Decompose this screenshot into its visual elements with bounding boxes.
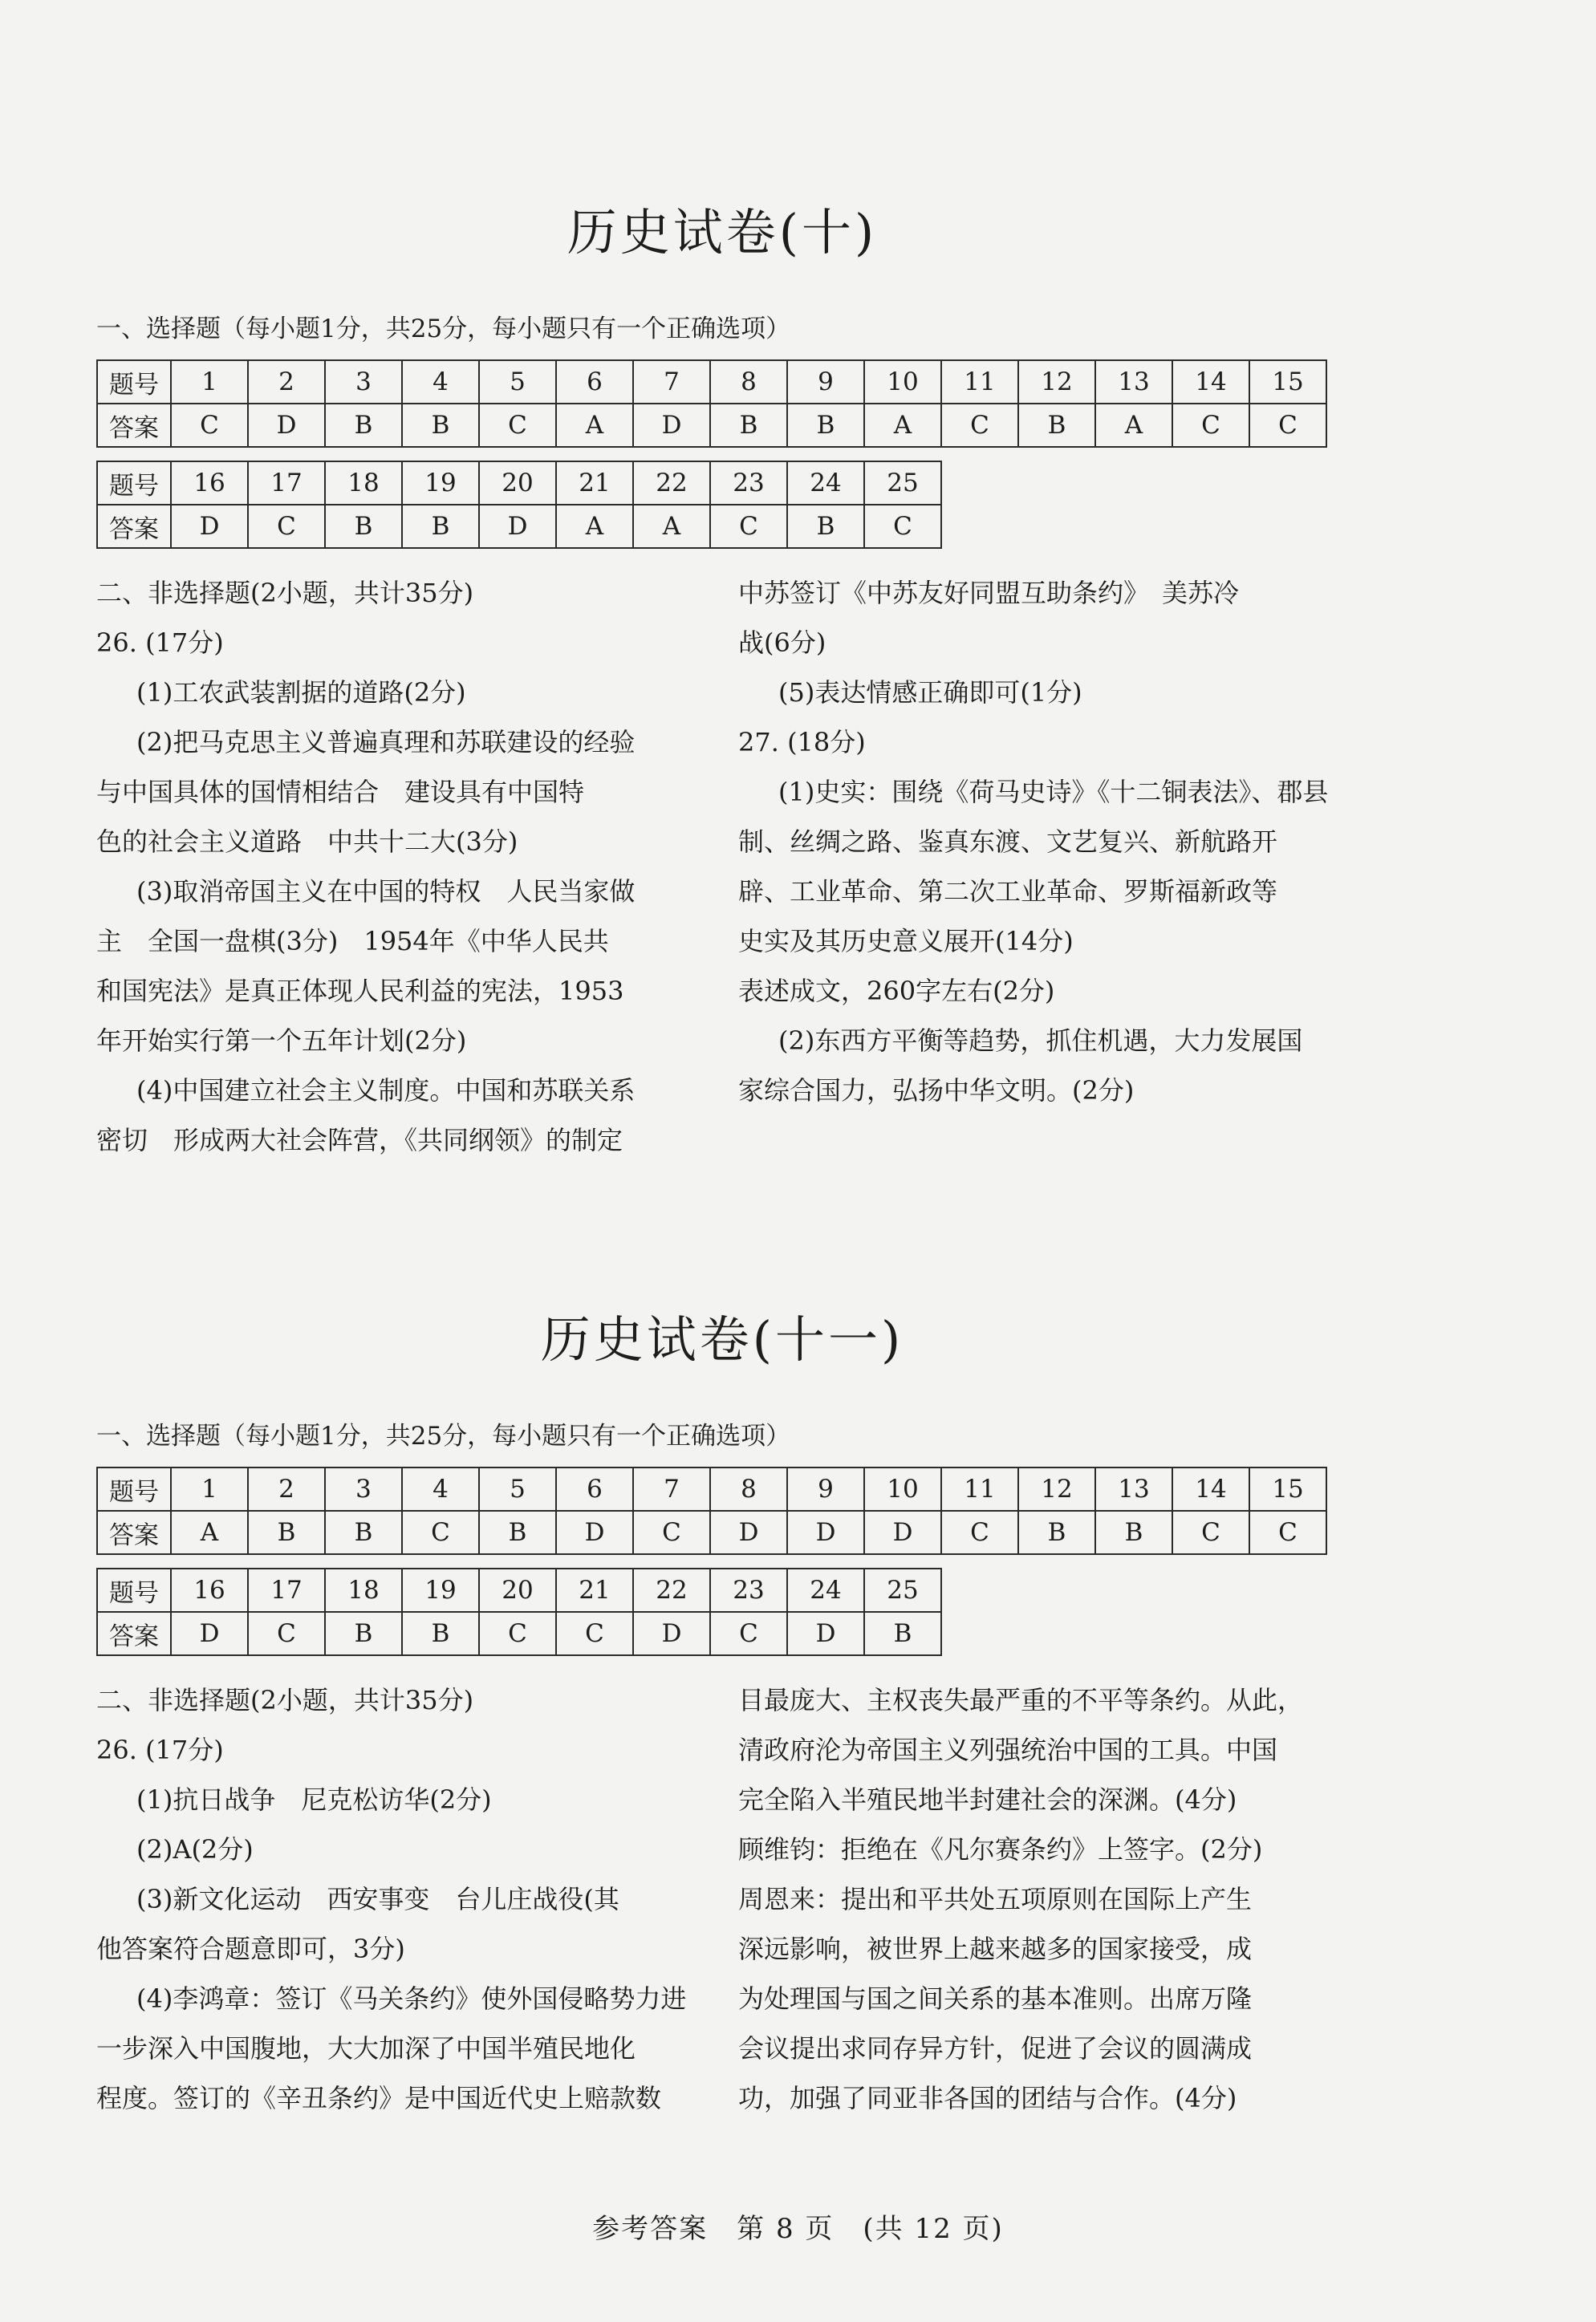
answer-cell: C [710,1612,787,1655]
question-number: 18 [325,461,402,505]
answer-line: (1)抗日战争 尼克松访华(2分) [136,1784,492,1815]
exam-10-free-response [96,568,1348,1165]
question-number: 11 [941,360,1018,404]
answer-line: (4)李鸿章：签订《马关条约》使外国侵略势力进 [136,1983,687,2014]
answer-cell: C [710,505,787,548]
answer-cell: C [1249,1511,1326,1554]
answer-line: (3)取消帝国主义在中国的特权 人民当家做 [136,876,636,907]
question-number: 22 [633,1569,710,1612]
answer-line: (2)把马克思主义普遍真理和苏联建设的经验 [136,727,636,757]
question-number: 14 [1172,1467,1249,1511]
question-number: 15 [1249,1467,1326,1511]
row-label-question: 题号 [97,360,171,404]
table-row [97,1569,941,1612]
answer-cell: C [633,1511,710,1554]
exam-11-answer-table-1 [96,1467,1327,1555]
answer-line: 表述成文，260字左右(2分) [738,976,1055,1006]
row-label-question: 题号 [97,1467,171,1511]
table-row [97,360,1326,404]
table-row [97,461,941,505]
answer-cell: C [248,1612,325,1655]
answer-cell: B [864,1612,941,1655]
answer-line: 顾维钧：拒绝在《凡尔赛条约》上签字。(2分) [738,1834,1263,1865]
answer-cell: B [402,404,479,447]
answer-cell: B [1018,1511,1095,1554]
question-number: 9 [787,1467,864,1511]
answer-line: 家综合国力，弘扬中华文明。(2分) [738,1075,1135,1106]
table-row [97,505,941,548]
answer-line: (1)史实：围绕《荷马史诗》《十二铜表法》、郡县 [778,777,1329,807]
table-row [97,404,1326,447]
answer-line: 一步深入中国腹地，大大加深了中国半殖民地化 [96,2033,636,2064]
answer-cell: D [171,1612,248,1655]
row-label-answer: 答案 [97,1612,171,1655]
question-number: 19 [402,1569,479,1612]
exam-11-title: 历史试卷(十一) [540,1310,904,1369]
question-number: 1 [171,360,248,404]
answer-line: 主 全国一盘棋(3分) 1954年《中华人民共 [96,926,609,956]
answer-cell: B [248,1511,325,1554]
answer-cell: C [1172,1511,1249,1554]
question-number: 20 [479,1569,556,1612]
answer-cell: A [171,1511,248,1554]
answer-line: 深远影响，被世界上越来越多的国家接受，成 [738,1934,1253,1964]
answer-cell: C [479,404,556,447]
question-heading: 27. (18分) [738,727,866,757]
answer-cell: D [787,1612,864,1655]
answer-line: 周恩来：提出和平共处五项原则在国际上产生 [738,1884,1253,1914]
answer-cell: B [325,505,402,548]
answer-cell: C [1249,404,1326,447]
answer-cell: C [248,505,325,548]
question-number: 23 [710,461,787,505]
answer-cell: D [479,505,556,548]
answer-line: 中苏签订《中苏友好同盟互助条约》 美苏冷 [738,578,1240,608]
answer-cell: C [479,1612,556,1655]
exam-10-right-column [738,568,1348,1165]
question-number: 19 [402,461,479,505]
exam-11-right-column [738,1675,1348,2123]
question-number: 7 [633,360,710,404]
question-number: 12 [1018,1467,1095,1511]
question-number: 21 [556,1569,633,1612]
answer-line: 会议提出求同存异方针，促进了会议的圆满成 [738,2033,1253,2064]
table-row [97,1467,1326,1511]
exam-10-answer-table-2 [96,461,942,549]
answer-cell: B [325,1511,402,1554]
exam-10-choice-heading: 一、选择题（每小题1分，共25分，每小题只有一个正确选项） [96,315,791,343]
answer-cell: B [325,404,402,447]
question-number: 1 [171,1467,248,1511]
question-number: 5 [479,1467,556,1511]
page-footer: 参考答案 第 8 页 (共 12 页) [592,2213,1004,2245]
question-number: 7 [633,1467,710,1511]
question-number: 24 [787,461,864,505]
answer-cell: D [633,404,710,447]
exam-10-section [96,201,1348,1165]
answer-cell: C [171,404,248,447]
answer-line: 完全陷入半殖民地半封建社会的深渊。(4分) [738,1784,1237,1815]
answer-cell: B [787,505,864,548]
answer-line: 清政府沦为帝国主义列强统治中国的工具。中国 [738,1735,1278,1765]
question-number: 4 [402,1467,479,1511]
question-number: 22 [633,461,710,505]
question-number: 17 [248,461,325,505]
answer-cell: A [556,505,633,548]
answer-line: 年开始实行第一个五年计划(2分) [96,1025,467,1056]
question-number: 8 [710,1467,787,1511]
answer-cell: B [1018,404,1095,447]
question-number: 2 [248,360,325,404]
question-number: 10 [864,360,941,404]
question-number: 13 [1095,1467,1172,1511]
question-number: 11 [941,1467,1018,1511]
question-number: 2 [248,1467,325,1511]
answer-cell: D [171,505,248,548]
answer-line: (2)东西方平衡等趋势，抓住机遇，大力发展国 [778,1025,1303,1056]
answer-line: 史实及其历史意义展开(14分) [738,926,1074,956]
row-label-answer: 答案 [97,1511,171,1554]
question-number: 10 [864,1467,941,1511]
question-number: 18 [325,1569,402,1612]
row-label-question: 题号 [97,1569,171,1612]
answer-line: 他答案符合题意即可，3分) [96,1934,405,1964]
answer-cell: C [941,404,1018,447]
answer-cell: A [1095,404,1172,447]
exam-11-left-column [96,1675,706,2123]
answer-cell: C [941,1511,1018,1554]
answer-line: 程度。签订的《辛丑条约》是中国近代史上赔款数 [96,2083,662,2113]
question-number: 17 [248,1569,325,1612]
answer-cell: B [325,1612,402,1655]
answer-cell: B [787,404,864,447]
question-number: 3 [325,360,402,404]
answer-cell: B [402,505,479,548]
question-number: 25 [864,461,941,505]
question-number: 15 [1249,360,1326,404]
answer-cell: A [556,404,633,447]
answer-line: 功，加强了同亚非各国的团结与合作。(4分) [738,2083,1237,2113]
answer-cell: D [633,1612,710,1655]
question-heading: 26. (17分) [96,627,224,658]
answer-cell: B [402,1612,479,1655]
question-number: 24 [787,1569,864,1612]
table-row [97,1511,1326,1554]
exam-11-choice-heading: 一、选择题（每小题1分，共25分，每小题只有一个正确选项） [96,1422,791,1451]
question-number: 25 [864,1569,941,1612]
question-number: 21 [556,461,633,505]
answer-cell: B [1095,1511,1172,1554]
answer-line: 密切 形成两大社会阵营，《共同纲领》的制定 [96,1125,623,1155]
question-number: 12 [1018,360,1095,404]
table-row [97,1612,941,1655]
question-number: 14 [1172,360,1249,404]
answer-cell: D [864,1511,941,1554]
answer-cell: D [787,1511,864,1554]
answer-cell: B [710,404,787,447]
question-number: 9 [787,360,864,404]
answer-line: 色的社会主义道路 中共十二大(3分) [96,826,518,857]
answer-cell: D [556,1511,633,1554]
answer-cell: A [633,505,710,548]
answer-cell: C [864,505,941,548]
question-number: 6 [556,360,633,404]
answer-line: (2)A(2分) [136,1834,254,1865]
exam-11-answer-table-2 [96,1568,942,1656]
answer-cell: C [1172,404,1249,447]
answer-cell: C [402,1511,479,1554]
row-label-answer: 答案 [97,404,171,447]
answer-line: 为处理国与国之间关系的基本准则。出席万隆 [738,1983,1253,2014]
exam-11-free-response [96,1675,1348,2123]
answer-cell: A [864,404,941,447]
row-label-question: 题号 [97,461,171,505]
question-number: 20 [479,461,556,505]
question-number: 8 [710,360,787,404]
answer-line: (5)表达情感正确即可(1分) [778,677,1082,708]
exam-10-answer-table-1 [96,359,1327,448]
answer-cell: D [710,1511,787,1554]
question-number: 16 [171,461,248,505]
answer-cell: B [479,1511,556,1554]
question-number: 13 [1095,360,1172,404]
exam-10-title: 历史试卷(十) [567,203,878,262]
exam-10-left-column [96,568,706,1165]
section-heading: 二、非选择题(2小题，共计35分) [96,578,474,608]
answer-line: 辟、工业革命、第二次工业革命、罗斯福新政等 [738,876,1278,907]
answer-line: (1)工农武装割据的道路(2分) [136,677,466,708]
answer-line: 战(6分) [738,627,826,658]
section-heading: 二、非选择题(2小题，共计35分) [96,1685,474,1715]
answer-line: (3)新文化运动 西安事变 台儿庄战役(其 [136,1884,619,1914]
question-number: 4 [402,360,479,404]
answer-line: 制、丝绸之路、鉴真东渡、文艺复兴、新航路开 [738,826,1278,857]
answer-line: 目最庞大、主权丧失最严重的不平等条约。从此， [738,1685,1304,1715]
exam-11-section [96,1308,1348,2123]
question-number: 16 [171,1569,248,1612]
answer-cell: D [248,404,325,447]
row-label-answer: 答案 [97,505,171,548]
answer-line: (4)中国建立社会主义制度。中国和苏联关系 [136,1075,636,1106]
answer-line: 和国宪法》是真正体现人民利益的宪法，1953 [96,976,624,1006]
answer-line: 与中国具体的国情相结合 建设具有中国特 [96,777,585,807]
question-number: 6 [556,1467,633,1511]
question-number: 5 [479,360,556,404]
answer-cell: C [556,1612,633,1655]
question-number: 3 [325,1467,402,1511]
question-heading: 26. (17分) [96,1735,224,1765]
question-number: 23 [710,1569,787,1612]
